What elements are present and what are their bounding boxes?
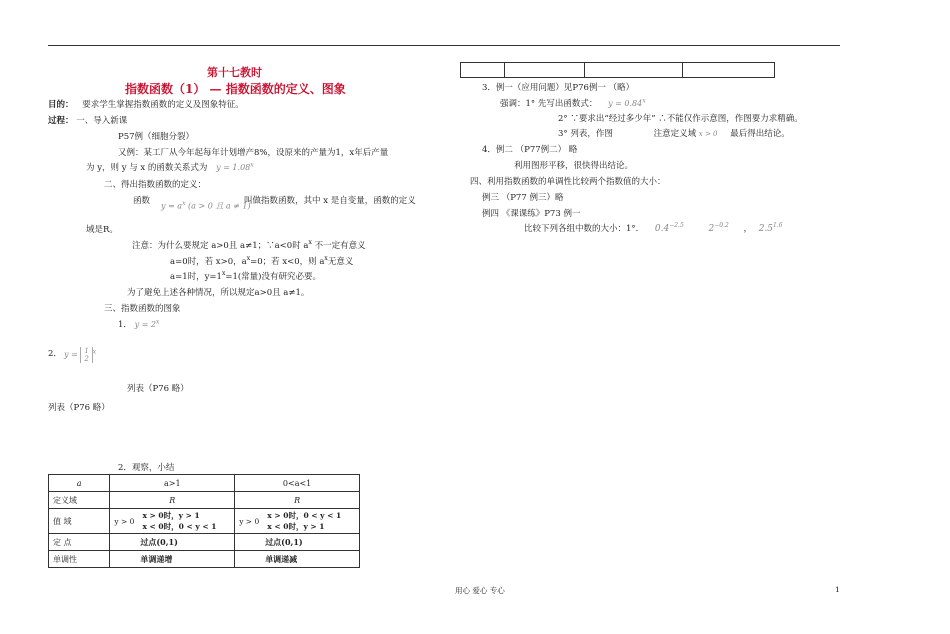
note-1-sup: x <box>308 239 312 247</box>
example-line-2-text: 为 y，则 y 与 x 的函数关系式为 <box>86 163 208 173</box>
footer-motto: 用心 爱心 专心 <box>455 586 505 595</box>
aim-line <box>48 98 244 110</box>
section-1-heading: 一、导入新课 <box>76 116 128 126</box>
emphasis-1-text: 强调：1° 先写出函数式： <box>500 99 598 109</box>
table-reference-1: 列表（P76 略） <box>127 384 189 394</box>
note-2-text: a=0时，若 x>0，a <box>170 257 247 267</box>
range-case-1: x > 0时，y > 1 <box>142 511 200 520</box>
definition-condition: (a > 0 且 a ≠ 1) <box>188 201 251 211</box>
table-divider <box>504 63 505 77</box>
example-2-note: 利用图形平移，很快得出结论。 <box>514 161 634 171</box>
definition-formula-exp: x <box>182 200 186 207</box>
emphasis-1-formula <box>608 99 646 108</box>
table-cell: 过点(0,1) <box>110 534 235 551</box>
range-case-1: x > 0时，0 < y < 1 <box>267 511 342 520</box>
aim-label: 目的： <box>48 100 74 110</box>
table-divider <box>584 63 585 77</box>
note-2-tail: =0；若 x<0，则 a <box>250 257 325 267</box>
section-2-heading: 二、得出指数函数的定义： <box>104 180 207 190</box>
graph-1-formula <box>135 320 160 329</box>
graph-2-number: 2． <box>48 349 62 359</box>
example-line-1: 又例：某工厂从今年起每年计划增产8%，设原来的产量为1，x年后产量 <box>118 148 389 158</box>
table-cell: 单调递增 <box>110 551 235 568</box>
graph-1-formula-base: y = 2 <box>134 320 157 329</box>
table-cell <box>235 509 360 534</box>
table-header: 0<a<1 <box>235 475 360 492</box>
example-4: 例四 《课课练》P73 例一 <box>482 209 581 219</box>
emphasis-1-formula-exp: x <box>642 97 646 105</box>
table-reference-2: 列表（P76 略） <box>48 403 110 413</box>
section-3-heading: 三、指数函数的图象 <box>104 304 181 314</box>
definition-suffix: 叫做指数函数，其中 x 是自变量，函数的定义 <box>244 196 416 206</box>
emphasis-2: 2° ∵要求出“经过多少年” ∴不能仅作示意图，作图要力求精确。 <box>558 114 803 124</box>
graph-2-frac-top: 1 <box>84 347 89 355</box>
table-row-label: 定义域 <box>49 492 110 509</box>
note-3-tail: =1(常量)没有研究必要。 <box>225 272 321 282</box>
compare-value-3-base: 2.5 <box>758 224 774 234</box>
emphasis-1-formula-base: y = 0.84 <box>608 99 643 108</box>
compare-value-1-base: 0.4 <box>654 224 670 234</box>
definition-domain: 域是R。 <box>86 225 118 235</box>
compare-line: 比较下列各组中数的大小：1°． $0.4^{-2.5}$ $2^{-0.2}$ ， $2.5^{1.6}$ <box>524 222 783 234</box>
lesson-number: 第十七教时 <box>207 66 262 79</box>
note-1-tail: 不一定有意义 <box>314 241 366 251</box>
note-line-1 <box>132 239 366 251</box>
compare-value-3 <box>759 224 783 234</box>
emphasis-3-tail: 最后得出结论。 <box>730 129 790 139</box>
example-line-2 <box>86 161 254 173</box>
table-row <box>49 492 360 509</box>
example-2: 4．例二 （P77例二） 略 <box>482 145 578 155</box>
table-row <box>49 534 360 551</box>
note-1-text: 注意：为什么要规定 a>0且 a≠1；∵a<0时 a <box>132 241 309 251</box>
compare-value-3-exp: 1.6 <box>773 222 783 229</box>
note-3-text: a=1时，y=1 <box>170 272 222 282</box>
graph-2-fraction <box>80 347 92 363</box>
range-positive: y > 0 <box>239 516 260 526</box>
emphasis-1 <box>500 97 646 109</box>
definition-formula-base: y = a <box>161 201 183 211</box>
graph-1-formula-exp: x <box>156 318 160 326</box>
emphasis-3 <box>558 127 790 139</box>
table-header: a>1 <box>110 475 235 492</box>
note-2-sup: x <box>246 255 251 263</box>
graph-2-formula-base: y = <box>64 350 78 359</box>
table-cell: 过点(0,1) <box>235 534 360 551</box>
table-header: a <box>49 475 110 492</box>
definition-formula <box>161 200 251 212</box>
note-line-4: 为了避免上述各种情况，所以规定a>0且 a≠1。 <box>127 288 310 298</box>
table-header-row <box>49 475 360 492</box>
note-2-sup-2: x <box>324 255 328 263</box>
table-row-label: 定 点 <box>49 534 110 551</box>
example-formula <box>216 163 254 172</box>
process-line <box>48 114 127 126</box>
range-positive: y > 0 <box>114 516 135 526</box>
compare-value-2-base: 2 <box>708 224 715 234</box>
compare-value-1 <box>655 224 684 234</box>
graph-1 <box>118 318 159 330</box>
compare-value-1-exp: −2.5 <box>669 222 684 229</box>
note-3-sup: x <box>221 270 226 278</box>
table-row <box>49 509 360 534</box>
table-cell: R <box>235 492 360 509</box>
range-case-2: x < 0时，0 < y < 1 <box>142 522 217 531</box>
example-3: 例三 （P77 例三）略 <box>482 193 564 203</box>
aim-text: 要求学生掌握指数函数的定义及图象特征。 <box>82 100 244 110</box>
compare-value-2 <box>708 224 728 234</box>
compare-value-2-exp: −0.2 <box>714 222 729 229</box>
table-cell: R <box>110 492 235 509</box>
process-label: 过程： <box>48 116 74 126</box>
table-row-label: 单调性 <box>49 551 110 568</box>
emphasis-3-mid: 注意定义域 <box>653 129 697 139</box>
emphasis-3-formula: x > 0 <box>698 130 718 138</box>
example-formula-exp: x <box>250 161 254 169</box>
range-case-2: x < 0时，y > 1 <box>267 522 325 531</box>
table-cell <box>110 509 235 534</box>
page-title: 指数函数（1） — 指数函数的定义、图象 <box>125 82 346 96</box>
emphasis-3-text: 3° 列表，作图 <box>558 129 613 139</box>
example-1: 3．例一（应用问题）见P76例一 （略） <box>482 83 635 93</box>
example-formula-base: y = 1.08 <box>216 163 251 172</box>
graph-2-frac-bottom: 2 <box>84 355 89 363</box>
graph-2-formula-exp: x <box>92 348 97 356</box>
note-line-2 <box>170 255 353 267</box>
graph-2-formula <box>64 347 96 363</box>
graph-1-number: 1． <box>118 320 132 330</box>
page-number: 1 <box>835 585 840 594</box>
header-rule <box>48 45 840 46</box>
definition-line <box>133 194 150 206</box>
note-2-tail-2: 无意义 <box>327 257 354 267</box>
summary-table <box>48 474 360 568</box>
note-line-3 <box>170 270 321 282</box>
table-row <box>49 551 360 568</box>
table-row-label: 值 域 <box>49 509 110 534</box>
top-empty-table <box>460 62 775 78</box>
section-4-heading: 四、利用指数函数的单调性比较两个指数值的大小： <box>470 177 666 187</box>
observe-heading: 2．观察，小结 <box>118 463 175 473</box>
compare-prefix: 比较下列各组中数的大小：1°． <box>524 224 645 234</box>
definition-prefix: 函数 <box>133 196 151 206</box>
table-cell: 单调递减 <box>235 551 360 568</box>
p57-example: P57例（细胞分裂） <box>118 132 195 142</box>
table-divider <box>682 63 683 77</box>
